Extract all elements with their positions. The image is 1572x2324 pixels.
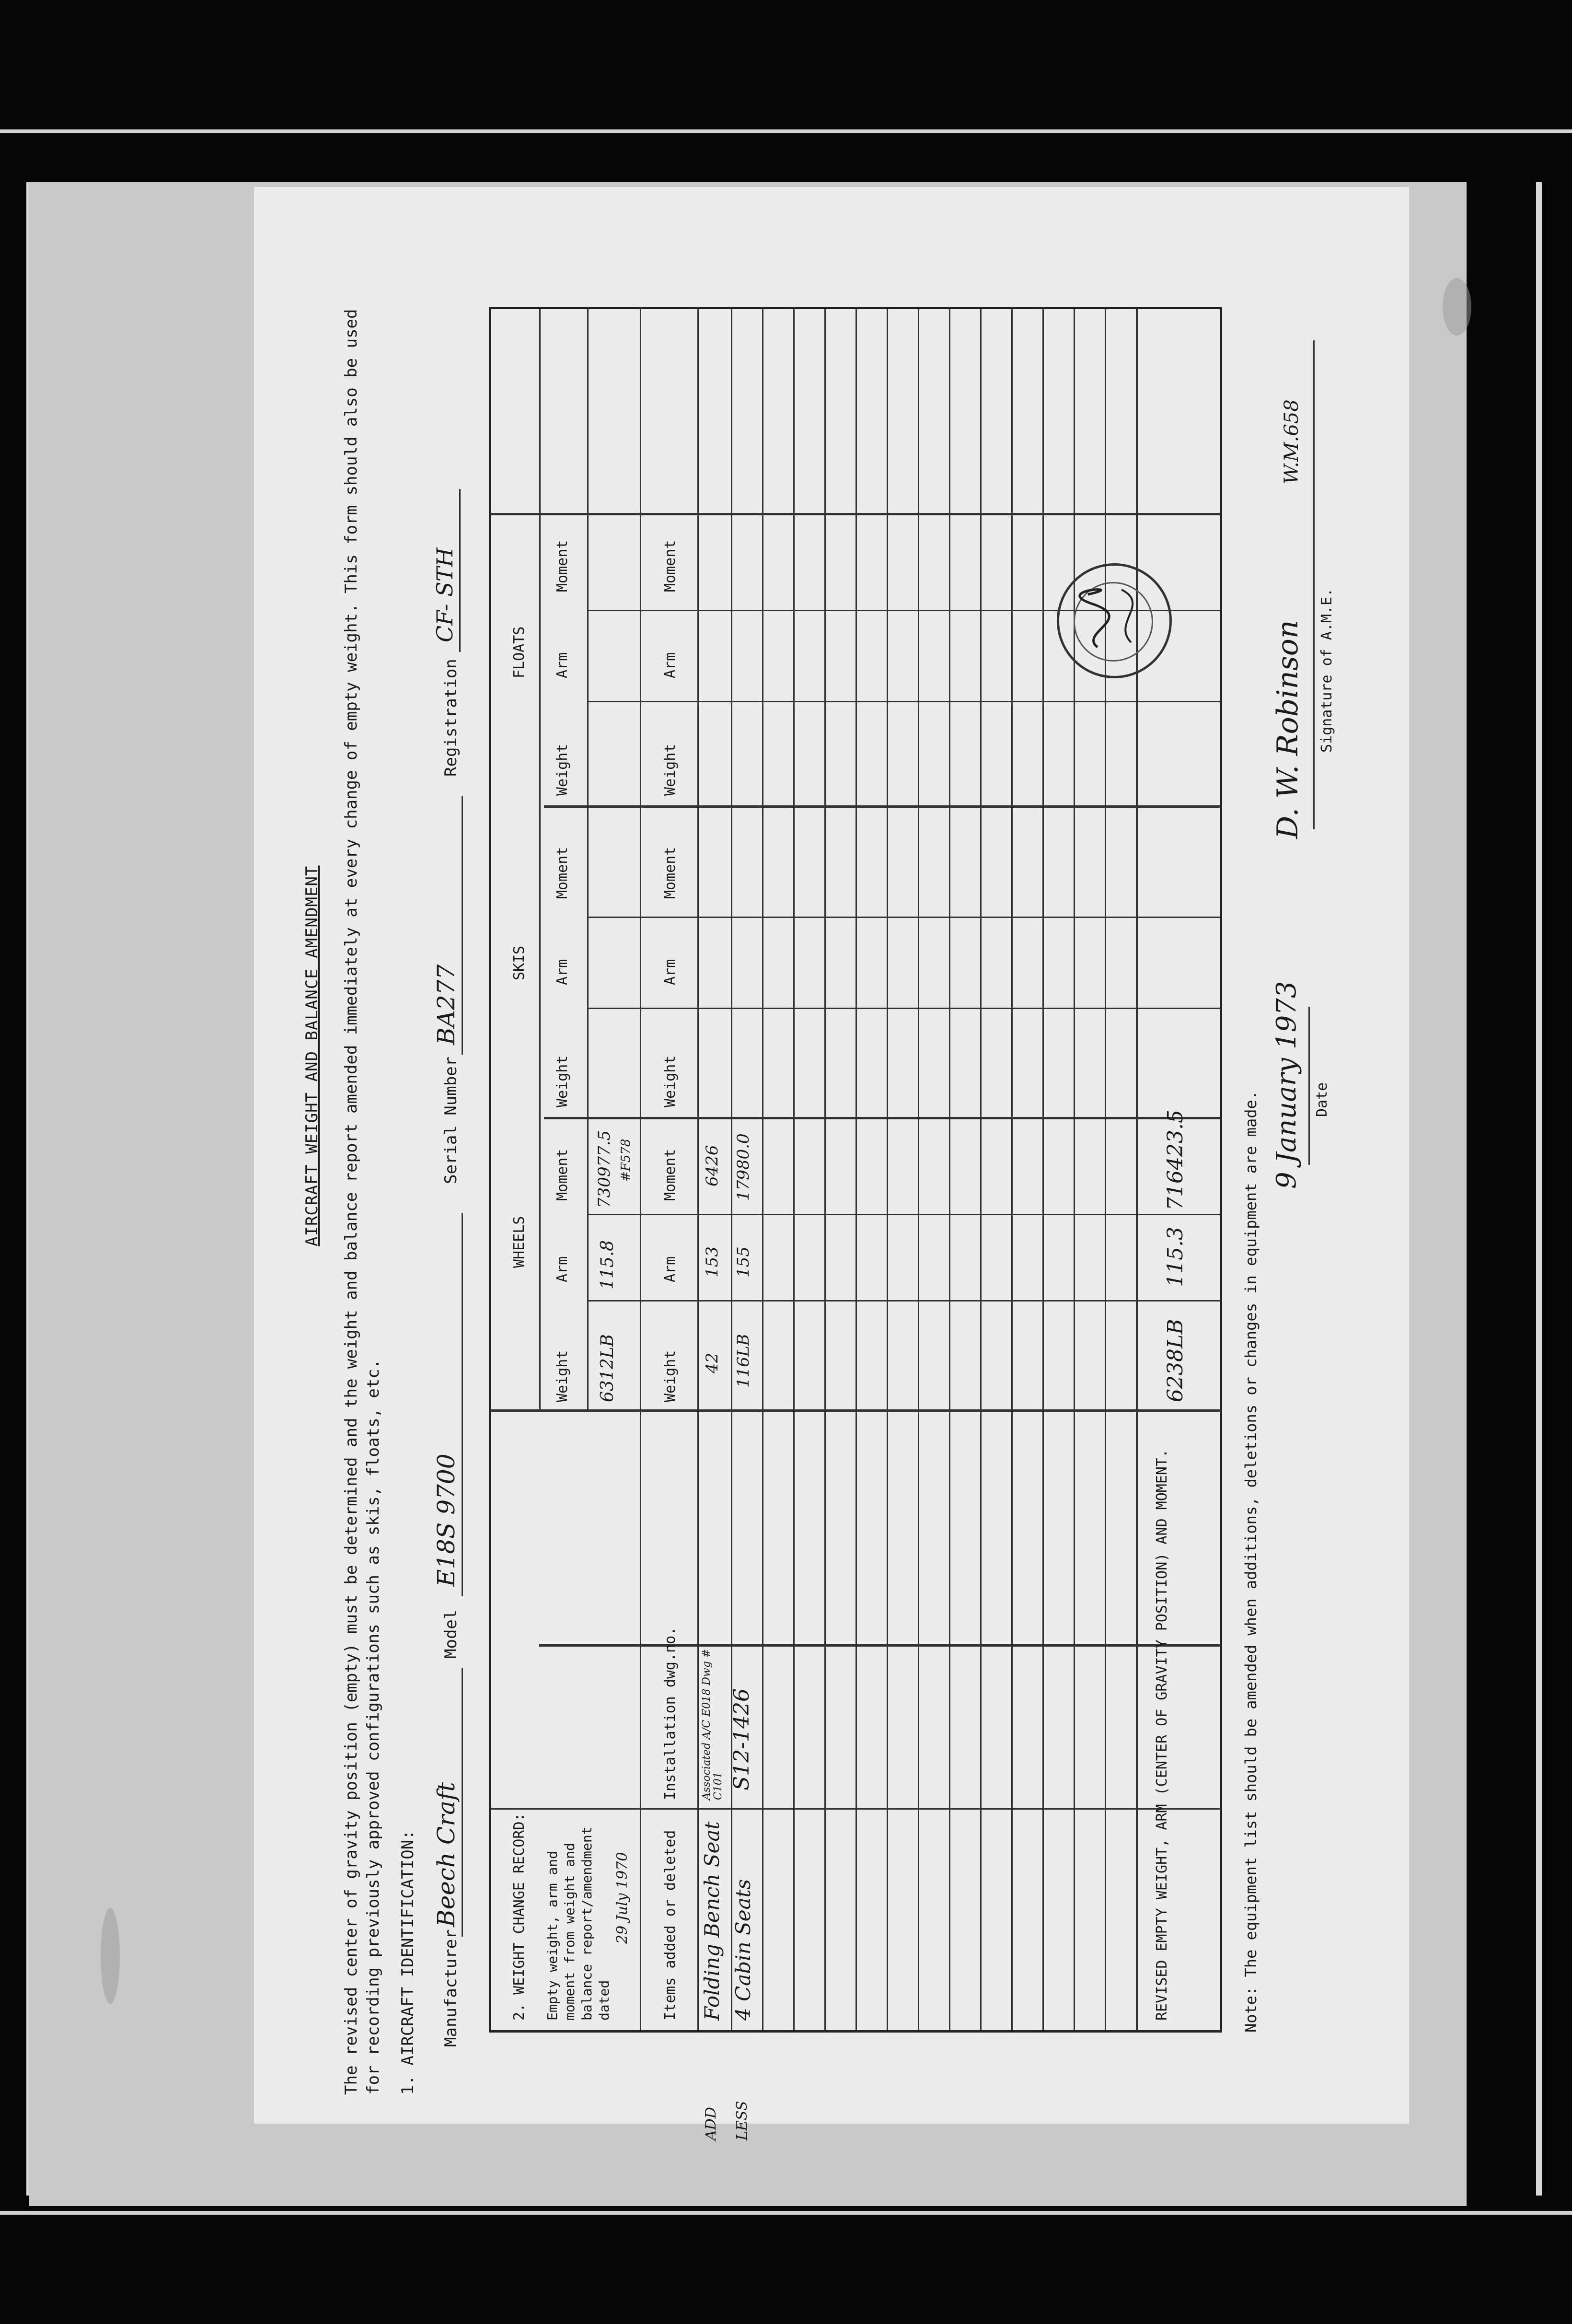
table-rule	[918, 309, 919, 2030]
table-rule	[539, 309, 541, 1412]
floats-moment-header: Moment	[554, 540, 571, 592]
revised-weight: 6238LB	[1163, 1319, 1188, 1402]
item-side-less: LESS	[734, 2101, 751, 2140]
table-rule	[793, 309, 795, 2030]
item-desc: Folding Bench Seat	[700, 1821, 724, 2021]
table-rule	[587, 309, 589, 1412]
items-floats-moment-header: Moment	[662, 540, 679, 592]
film-edge-right	[1536, 182, 1542, 2196]
empty-weight-label: Empty weight, arm and moment from weight and balance report/amendment dated	[544, 1826, 612, 2021]
items-skis-weight-header: Weight	[662, 1055, 679, 1107]
empty-wheels-moment-note: #F578	[619, 1139, 633, 1182]
revised-arm: 115.3	[1163, 1227, 1188, 1287]
skis-arm-header: Arm	[554, 959, 571, 985]
stamp-scribble	[1059, 566, 1169, 676]
skis-header: SKIS	[511, 945, 528, 980]
wheels-arm-header: Arm	[554, 1256, 571, 1282]
empty-wheels-moment: 730977.5	[595, 1130, 614, 1208]
table-rule	[697, 309, 699, 2030]
film-border-top	[0, 129, 1572, 133]
item-dwg: S12-1426	[729, 1688, 754, 1790]
date-label: Date	[1314, 1082, 1330, 1117]
table-rule	[762, 309, 763, 2030]
section1-label: 1. AIRCRAFT IDENTIFICATION:	[398, 1830, 417, 2095]
table-rule	[640, 309, 641, 2030]
wheels-weight-header: Weight	[554, 1350, 571, 1402]
signature-label: Signature of A.M.E.	[1318, 588, 1335, 753]
floats-header: FLOATS	[511, 626, 528, 678]
table-rule	[949, 309, 950, 2030]
revised-label: REVISED EMPTY WEIGHT, ARM (CENTER OF GRAVITY POSITION) AND MOMENT.	[1154, 1449, 1170, 2021]
empty-wheels-arm: 115.8	[598, 1240, 617, 1290]
table-divider	[587, 917, 1220, 918]
model-label: Model	[441, 1609, 461, 1659]
registration-value: CF- STH	[431, 489, 461, 652]
table-divider	[544, 1117, 1220, 1119]
empty-weight-date: 29 July 1970	[614, 1852, 631, 1944]
wheels-moment-header: Moment	[554, 1149, 571, 1201]
form-title: AIRCRAFT WEIGHT AND BALANCE AMENDMENT	[302, 865, 322, 1246]
item-side-add: ADD	[703, 2107, 719, 2140]
wheels-header: WHEELS	[511, 1216, 528, 1268]
table-rule	[1042, 309, 1044, 2030]
table-divider	[539, 1644, 1220, 1647]
manufacturer-value: Beech Craft	[431, 1668, 463, 1937]
registration-label: Registration	[441, 659, 461, 777]
items-skis-moment-header: Moment	[662, 847, 679, 899]
serial-label: Serial Number	[441, 1056, 461, 1184]
items-header: Items added or deleted	[662, 1830, 679, 2021]
item-weight: 42	[703, 1352, 722, 1373]
skis-moment-header: Moment	[554, 847, 571, 899]
table-rule	[1011, 309, 1013, 2030]
items-wheels-weight-header: Weight	[662, 1350, 679, 1402]
equipment-note: Note: The equipment list should be amended when additions, deletions or changes in equipment are made.	[1242, 1090, 1260, 2033]
item-arm: 153	[703, 1246, 722, 1278]
items-floats-weight-header: Weight	[662, 744, 679, 796]
item-dwg: Associated A/C E018 Dwg # C101	[701, 1649, 724, 1800]
item-moment: 6426	[703, 1145, 722, 1186]
items-wheels-moment-header: Moment	[662, 1149, 679, 1201]
item-desc: 4 Cabin Seats	[731, 1879, 755, 2021]
table-rule	[824, 309, 826, 2030]
form-document	[254, 206, 1409, 2143]
floats-arm-header: Arm	[554, 652, 571, 678]
smudge	[101, 1908, 120, 2004]
table-divider	[587, 1214, 1220, 1215]
signature-line	[1313, 340, 1315, 829]
date-value: 9 January 1973	[1271, 981, 1302, 1189]
revised-moment: 716423.5	[1163, 1110, 1188, 1210]
table-rule	[887, 309, 888, 2030]
empty-wheels-weight: 6312LB	[598, 1334, 617, 1402]
install-header: Installation dwg.no.	[662, 1627, 679, 1800]
serial-value: BA277	[431, 796, 463, 1055]
table-divider	[587, 701, 1220, 702]
section2-label: 2. WEIGHT CHANGE RECORD:	[511, 1813, 528, 2021]
ame-stamp	[1057, 563, 1172, 678]
smudge	[1443, 278, 1471, 336]
model-value: E18S 9700	[431, 1213, 463, 1596]
table-divider	[544, 805, 1220, 808]
film-border-bottom	[0, 2211, 1572, 2215]
item-arm: 155	[734, 1246, 753, 1278]
table-rule	[980, 309, 982, 2030]
item-weight: 116LB	[734, 1334, 753, 1388]
weight-change-table	[489, 307, 1222, 2140]
floats-weight-header: Weight	[554, 744, 571, 796]
signature-licence: W.M.658	[1281, 399, 1303, 484]
table-rule	[855, 309, 857, 2030]
skis-weight-header: Weight	[554, 1055, 571, 1107]
items-skis-arm-header: Arm	[662, 959, 679, 985]
date-line	[1308, 1007, 1310, 1165]
table-divider	[587, 1008, 1220, 1009]
form-intro: The revised center of gravity position (empty) must be determined and the weight and balance report amended immediately at every change of empty weight. This form should also be used for recording previously approved configurations such as skis, floats, etc.	[342, 309, 383, 2095]
manufacturer-label: Manufacturer	[441, 1929, 461, 2047]
items-wheels-arm-header: Arm	[662, 1256, 679, 1282]
signature: D. W. Robinson	[1271, 620, 1305, 839]
table-divider	[587, 1300, 1220, 1301]
item-moment: 17980.0	[734, 1133, 753, 1201]
items-floats-arm-header: Arm	[662, 652, 679, 678]
